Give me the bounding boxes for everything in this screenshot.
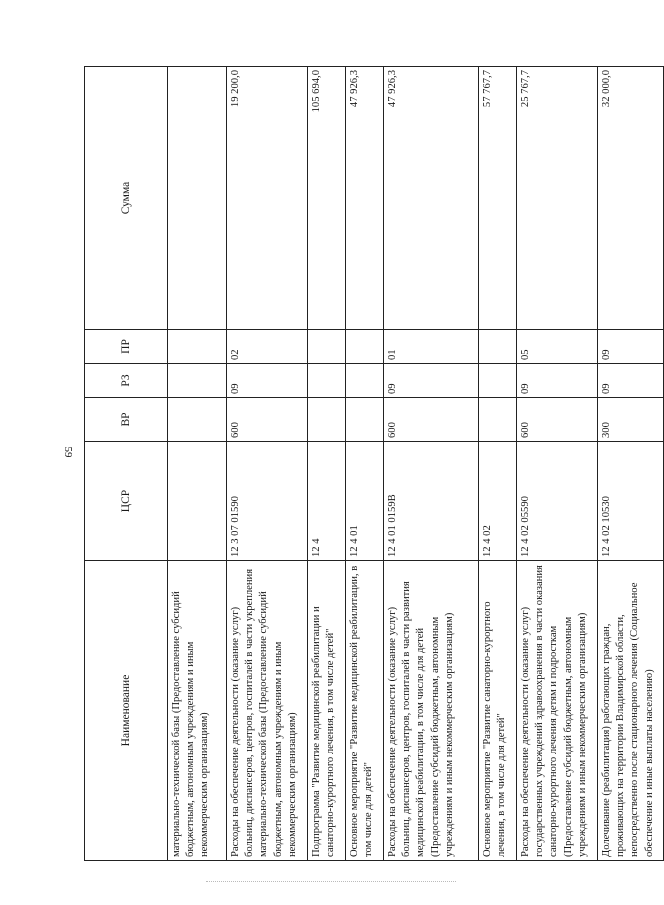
table-row (598, 67, 664, 861)
cell-rz: 09 (598, 364, 664, 398)
cell-csr: 12 4 02 (479, 442, 517, 561)
table-row (346, 67, 384, 861)
cell-pr (168, 330, 227, 364)
table-row (517, 67, 598, 861)
cell-vr (479, 398, 517, 442)
table-row (479, 67, 517, 861)
cell-csr: 12 4 (308, 442, 346, 561)
cell-csr (168, 442, 227, 561)
cell-vr: 300 (598, 398, 664, 442)
cell-vr: 600 (227, 398, 308, 442)
rotated-page (84, 67, 655, 861)
header-rz: РЗ (85, 364, 168, 398)
cell-rz: 09 (384, 364, 479, 398)
cell-name: Расходы на обеспечение деятельности (оказание услуг) больниц, диспансеров, центров, госпиталей в части развития медицинской реабилитации, в том числе для детей (Предоставление субсидий бюджетным, автономным учреждениям и иным некоммерческим организациям) (384, 561, 479, 861)
cell-csr: 12 4 01 (346, 442, 384, 561)
cell-name: материально-технической базы (Предоставление субсидий бюджетным, автономным учреждениям и иным некоммерческим организациям) (168, 561, 227, 861)
table-row (168, 67, 227, 861)
cell-pr: 01 (384, 330, 479, 364)
cell-sum (168, 67, 227, 330)
table-row (384, 67, 479, 861)
cell-pr: 09 (598, 330, 664, 364)
cell-sum: 105 694,0 (308, 67, 346, 330)
cell-pr: 05 (517, 330, 598, 364)
cell-name: Долечивание (реабилитация) работающих граждан, проживающих на территории Владимирской области, непосредственно после стационарного лечения (Социальное обеспечение и иные выплаты населению) (598, 561, 664, 861)
cell-rz (308, 364, 346, 398)
page-number: 59 (62, 446, 74, 458)
header-sum: Сумма (85, 67, 168, 330)
table-row (227, 67, 308, 861)
cell-name: Расходы на обеспечение деятельности (оказание услуг) государственных учреждений здравоохранения в части оказания санаторно-курортного лечения детям и подросткам (Предоставление субсидий бюджетным, автономным учреждениям и иным некоммерческим организациям) (517, 561, 598, 861)
header-csr: ЦСР (85, 442, 168, 561)
cell-pr (346, 330, 384, 364)
cell-sum: 47 926,3 (346, 67, 384, 330)
cell-rz (479, 364, 517, 398)
cell-csr: 12 4 02 05590 (517, 442, 598, 561)
cell-pr (479, 330, 517, 364)
cell-csr: 12 3 07 01590 (227, 442, 308, 561)
cell-rz: 09 (227, 364, 308, 398)
cell-rz (346, 364, 384, 398)
cell-pr (308, 330, 346, 364)
cell-vr: 600 (384, 398, 479, 442)
cell-sum: 19 200,0 (227, 67, 308, 330)
header-row (85, 67, 168, 861)
header-pr: ПР (85, 330, 168, 364)
cell-vr: 600 (517, 398, 598, 442)
cell-rz: 09 (517, 364, 598, 398)
cell-sum: 25 767,7 (517, 67, 598, 330)
cell-vr (346, 398, 384, 442)
cell-vr (308, 398, 346, 442)
cell-csr: 12 4 02 10530 (598, 442, 664, 561)
table-container (84, 67, 655, 861)
cell-csr: 12 4 01 0159B (384, 442, 479, 561)
cell-name: Расходы на обеспечение деятельности (оказание услуг) больниц, диспансеров, центров, госпиталей в части укрепления материально-технической базы (Предоставление субсидий бюджетным, автономным учреждениям и иным некоммерческим организациям) (227, 561, 308, 861)
table-row (308, 67, 346, 861)
page-edge-mark (206, 881, 456, 882)
cell-name: Основное мероприятие "Развитие медицинской реабилитации, в том числе для детей" (346, 561, 384, 861)
cell-rz (168, 364, 227, 398)
cell-sum: 32 000,0 (598, 67, 664, 330)
header-name: Наименование (85, 561, 168, 861)
header-vr: ВР (85, 398, 168, 442)
budget-table (84, 66, 664, 861)
cell-vr (168, 398, 227, 442)
cell-sum: 47 926,3 (384, 67, 479, 330)
cell-sum: 57 767,7 (479, 67, 517, 330)
cell-name: Подпрограмма "Развитие медицинской реабилитации и санаторно-курортного лечения, в том числе детей" (308, 561, 346, 861)
cell-pr: 02 (227, 330, 308, 364)
cell-name: Основное мероприятие "Развитие санаторно-курортного лечения, в том числе для детей" (479, 561, 517, 861)
